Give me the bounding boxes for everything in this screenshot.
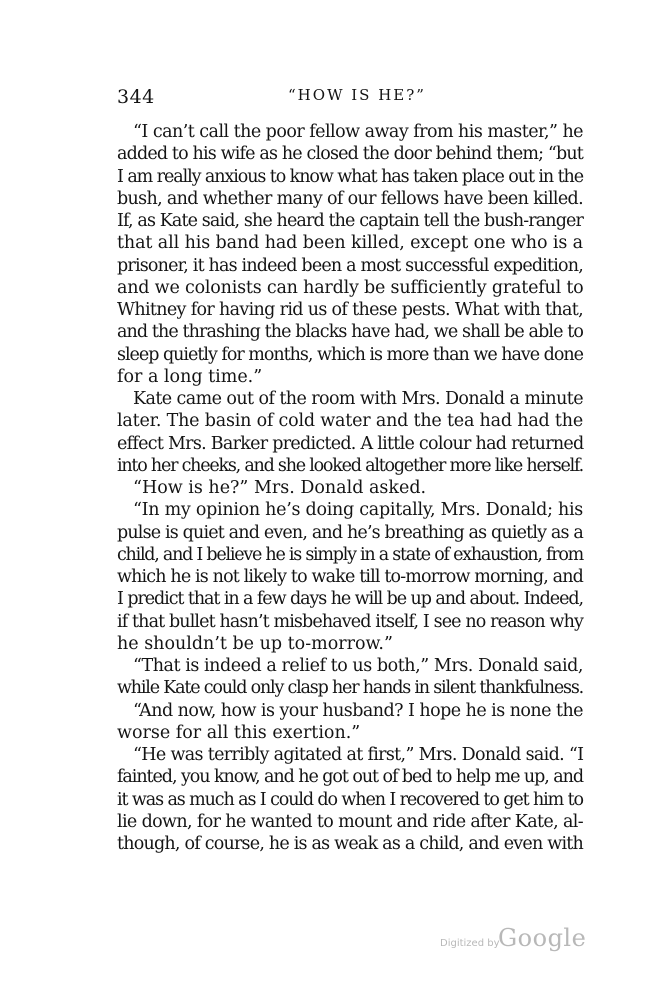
text-line: “In my opinion he’s doing capitally, Mrs. Donald; his: [133, 500, 584, 521]
text-line: I predict that in a few days he will be up and about. Indeed,: [117, 589, 583, 610]
text-line: effect Mrs. Barker predicted. A little colour had returned: [117, 433, 584, 454]
text-line: pulse is quiet and even, and he’s breathing as quietly as a: [117, 522, 583, 543]
text-line: worse for all this exertion.”: [117, 722, 361, 743]
text-line: “And now, how is your husband? I hope he is none the: [133, 700, 583, 721]
text-line: that all his band had been killed, except one who is a: [117, 233, 583, 254]
text-line: prisoner, it has indeed been a most successful expedition,: [117, 255, 583, 276]
text-line: fainted, you know, and he got out of bed to help me up, and: [117, 767, 583, 788]
text-line: for a long time.”: [117, 366, 263, 387]
text-line: which he is not likely to wake till to-morrow morning, and: [117, 567, 584, 587]
text-line: it was as much as I could do when I recovered to get him to: [117, 789, 583, 810]
text-line: child, and I believe he is simply in a state of exhaustion, from: [117, 544, 583, 565]
body-text: [117, 121, 583, 855]
text-line: while Kate could only clasp her hands in silent thankfulness.: [117, 678, 583, 699]
text-line: sleep quietly for months, which is more than we have done: [117, 344, 583, 365]
text-line: Kate came out of the room with Mrs. Donald a minute: [133, 389, 583, 409]
digitized-watermark: [440, 924, 600, 958]
text-line: and the thrashing the blacks have had, we shall be able to: [117, 322, 583, 343]
text-line: if that bullet hasn’t misbehaved itself, I see no reason why: [117, 611, 583, 632]
page-number: 344: [117, 86, 155, 108]
text-line: “How is he?” Mrs. Donald asked.: [133, 478, 427, 498]
running-title: “HOW IS HE?”: [288, 86, 426, 104]
text-line: and we colonists can hardly be sufficiently grateful to: [117, 277, 584, 298]
text-line: “I can’t call the poor fellow away from his master,” he: [133, 122, 583, 142]
text-line: though, of course, he is as weak as a child, and even with: [117, 834, 583, 854]
text-line: If, as Kate said, she heard the captain tell the bush-ranger: [117, 211, 583, 231]
text-line: “He was terribly agitated at first,” Mrs. Donald said. “I: [133, 745, 584, 765]
watermark-prefix: Digitized by: [440, 938, 500, 949]
text-line: “That is indeed a relief to us both,” Mrs. Donald said,: [133, 656, 583, 676]
text-line: bush, and whether many of our fellows have been killed.: [117, 188, 583, 209]
text-line: lie down, for he wanted to mount and ride after Kate, al-: [117, 811, 583, 832]
text-line: added to his wife as he closed the door behind them; “but: [117, 144, 583, 165]
text-line: he shouldn’t be up to-morrow.”: [117, 633, 393, 654]
text-line: later. The basin of cold water and the tea had had the: [117, 411, 583, 432]
google-logo: Google: [498, 924, 587, 952]
text-line: Whitney for having rid us of these pests. What with that,: [117, 300, 583, 320]
running-head: [117, 86, 585, 110]
text-line: I am really anxious to know what has taken place out in the: [117, 166, 583, 187]
text-line: into her cheeks, and she looked altogether more like herself.: [117, 455, 583, 476]
